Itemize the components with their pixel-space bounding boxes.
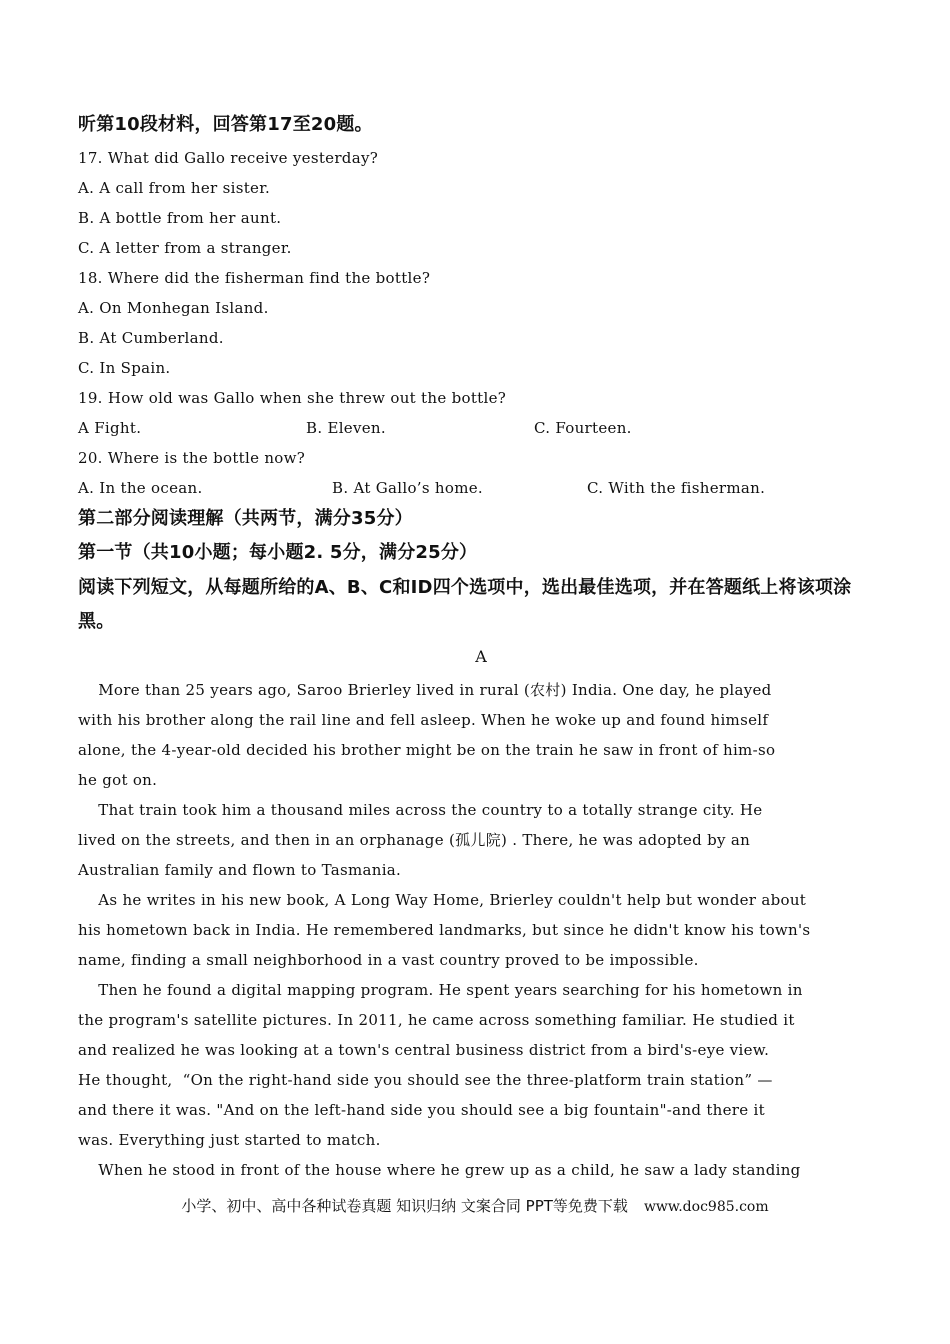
- question-18-option-a: A. On Monhegan Island.: [78, 299, 269, 317]
- question-18-option-c: C. In Spain.: [78, 359, 171, 377]
- question-19-option-b: B. Eleven.: [306, 419, 386, 437]
- question-18-option-b: B. At Cumberland.: [78, 329, 224, 347]
- passage-line: Australian family and flown to Tasmania.: [78, 861, 402, 879]
- passage-line: Then he found a digital mapping program. He spent years searching for his hometown in: [78, 981, 803, 999]
- passage-line: That train took him a thousand miles across the country to a totally strange city. He: [78, 801, 763, 819]
- passage-line: More than 25 years ago, Saroo Brierley lived in rural (农村) India. One day, he played: [78, 681, 772, 699]
- passage-line: alone, the 4-year-old decided his brother might be on the train he saw in front of him-so: [78, 741, 776, 759]
- question-20-option-a: A. In the ocean.: [78, 479, 203, 497]
- passage-line: He thought, “On the right-hand side you should see the three-platform train station” —: [78, 1071, 773, 1089]
- passage-line: his hometown back in India. He remembered landmarks, but since he didn't know his town's: [78, 921, 811, 939]
- question-20-option-c: C. With the fisherman.: [587, 479, 766, 497]
- instructions-line-1: 阅读下列短文，从每题所给的A、B、C和ID四个选项中，选出最佳选项，并在答题纸上将该项涂: [78, 577, 852, 598]
- question-20-stem: 20. Where is the bottle now?: [78, 449, 306, 467]
- passage-line: the program's satellite pictures. In 2011, he came across something familiar. He studied it: [78, 1011, 795, 1029]
- footer-url[interactable]: www.doc985.com: [643, 1199, 769, 1215]
- passage-line: he got on.: [78, 771, 158, 789]
- passage-line: name, finding a small neighborhood in a vast country proved to be impossible.: [78, 951, 699, 969]
- passage-line: When he stood in front of the house where he grew up as a child, he saw a lady standing: [78, 1161, 801, 1179]
- section1-title: 第一节（共10小题；每小题2. 5分，满分25分）: [78, 542, 478, 563]
- question-17-option-a: A. A call from her sister.: [78, 179, 271, 197]
- passage-label: A: [475, 647, 487, 666]
- question-17-option-b: B. A bottle from her aunt.: [78, 209, 282, 227]
- question-17-stem: 17. What did Gallo receive yesterday?: [78, 149, 379, 167]
- question-18-stem: 18. Where did the fisherman find the bottle?: [78, 269, 431, 287]
- passage-line: with his brother along the rail line and fell asleep. When he woke up and found himself: [78, 711, 769, 729]
- passage-line: and there it was. "And on the left-hand side you should see a big fountain"-and there it: [78, 1101, 765, 1119]
- passage-body: [78, 675, 878, 1185]
- passage-line: As he writes in his new book, A Long Way Home, Brierley couldn't help but wonder about: [78, 891, 807, 909]
- question-19-option-a: A Fight.: [78, 419, 142, 437]
- question-20-option-b: B. At Gallo’s home.: [332, 479, 483, 497]
- part2-title: 第二部分阅读理解（共两节，满分35分）: [78, 508, 413, 529]
- passage-line: lived on the streets, and then in an orphanage (孤儿院) . There, he was adopted by an: [78, 831, 751, 849]
- page-footer: [0, 1196, 950, 1217]
- question-17-option-c: C. A letter from a stranger.: [78, 239, 292, 257]
- footer-text: 小学、初中、高中各种试卷真题 知识归纳 文案合同 PPT等免费下载: [181, 1197, 628, 1215]
- listening-section-header: 听第10段材料，回答第17至20题。: [78, 114, 373, 135]
- passage-line: was. Everything just started to match.: [78, 1131, 381, 1149]
- question-19-option-c: C. Fourteen.: [534, 419, 632, 437]
- question-19-stem: 19. How old was Gallo when she threw out the bottle?: [78, 389, 507, 407]
- instructions-line-2: 黑。: [78, 611, 115, 632]
- passage-line: and realized he was looking at a town's central business district from a bird's-eye view.: [78, 1041, 770, 1059]
